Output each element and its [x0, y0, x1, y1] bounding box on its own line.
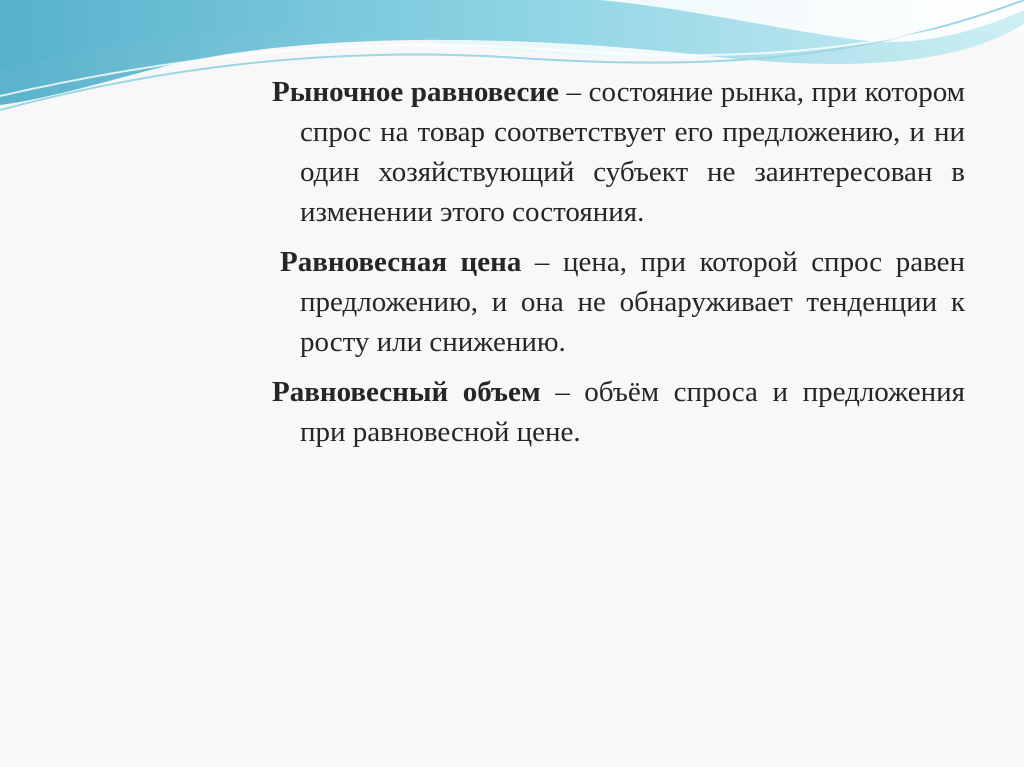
definition-text-market-equilibrium: – состояние рынка, при котором спрос на товар соответствует его предложению, и ни один хозяйствующий субъект не заинтересован в изменении этого состояния.: [300, 76, 966, 228]
definition-equilibrium-price: [272, 242, 965, 362]
definition-text-equilibrium-price: – цена, при которой спрос равен предложению, и она не обнаруживает тенденции к росту или снижению.: [300, 246, 966, 358]
term-equilibrium-volume: Равновесный объем: [272, 376, 541, 408]
term-market-equilibrium: Рыночное равновесие: [272, 76, 559, 108]
definition-equilibrium-volume: [272, 372, 965, 452]
definition-text-equilibrium-volume: – объём спроса и предложения при равновесной цене.: [300, 376, 965, 448]
definition-market-equilibrium: [272, 72, 965, 232]
definitions-block: [272, 72, 965, 462]
term-equilibrium-price: Равновесная цена: [280, 246, 522, 278]
